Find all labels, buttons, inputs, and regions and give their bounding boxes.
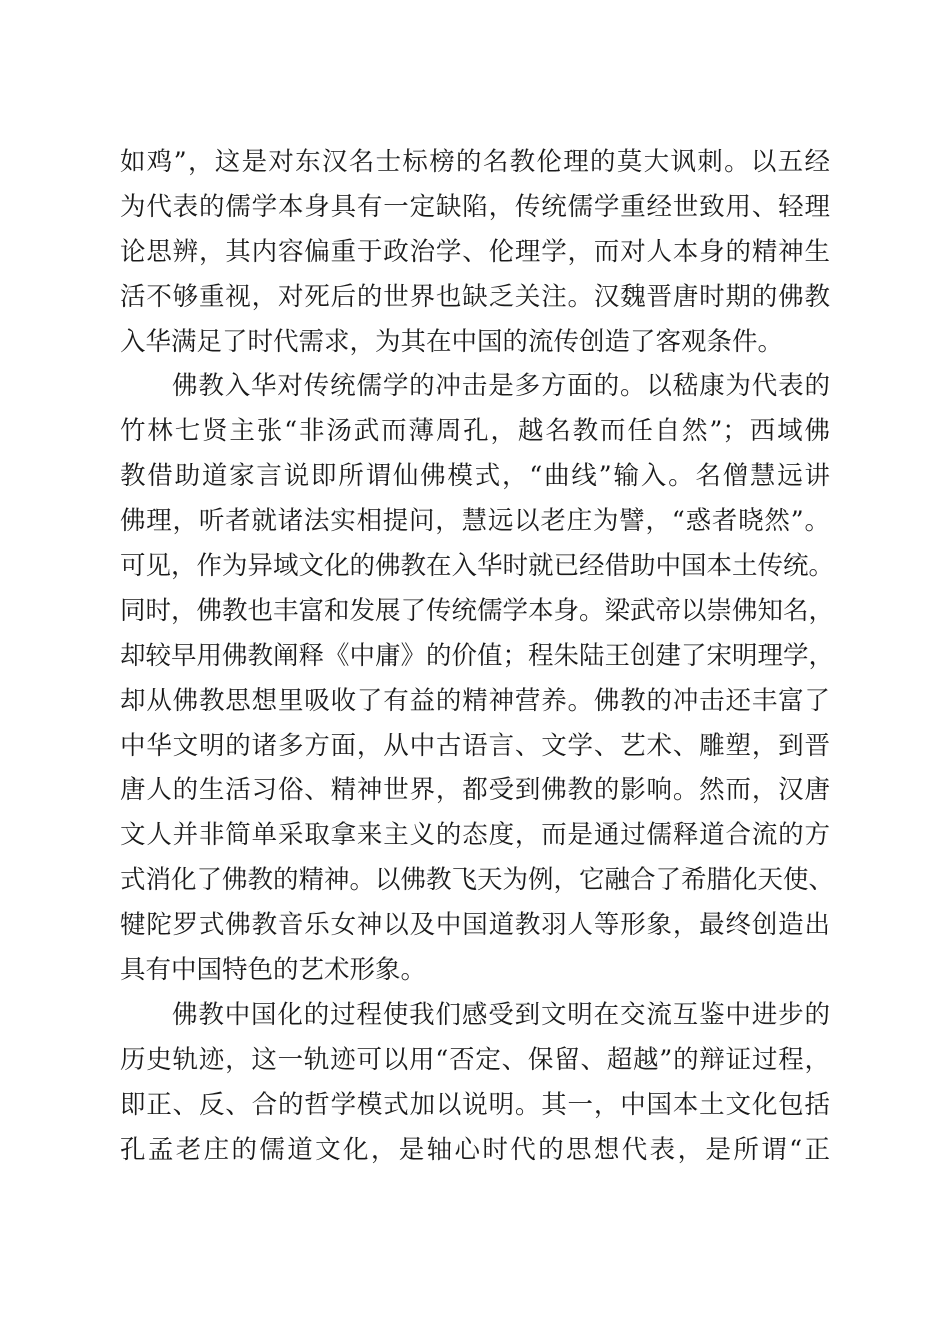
paragraph-3 [120, 993, 830, 1173]
text-line: 唐人的生活习俗、精神世界，都受到佛教的影响。然而，汉唐 [120, 775, 830, 806]
text-line: 活不够重视，对死后的世界也缺乏关注。汉魏晋唐时期的佛教 [120, 281, 830, 312]
text-line: 佛理，听者就诸法实相提问，慧远以老庄为譬，“惑者晓然”。 [120, 506, 830, 537]
text-line: 论思辨，其内容偏重于政治学、伦理学，而对人本身的精神生 [120, 236, 830, 267]
text-line: 佛教中国化的过程使我们感受到文明在交流互鉴中进步的 [172, 999, 830, 1030]
paragraph-2 [120, 364, 835, 992]
text-line: 如鸡”，这是对东汉名士标榜的名教伦理的莫大讽刺。以五经 [120, 147, 830, 177]
text-line: 孔孟老庄的儒道文化，是轴心时代的思想代表，是所谓“正 [120, 1134, 830, 1165]
text-line: 历史轨迹，这一轨迹可以用“否定、保留、超越”的辩证过程， [120, 1044, 830, 1075]
text-line: 具有中国特色的艺术形象。 [120, 955, 427, 986]
text-line: 佛教入华对传统儒学的冲击是多方面的。以嵇康为代表的 [172, 371, 830, 402]
text-line: 即正、反、合的哲学模式加以说明。其一，中国本土文化包括 [120, 1089, 830, 1120]
text-line: 可见，作为异域文化的佛教在入华时就已经借助中国本土传统。 [120, 551, 835, 582]
document-page [120, 140, 835, 1172]
text-line: 同时，佛教也丰富和发展了传统儒学本身。梁武帝以崇佛知名， [120, 595, 835, 626]
text-line: 教借助道家言说即所谓仙佛模式，“曲线”输入。名僧慧远讲 [120, 461, 830, 492]
text-line: 式消化了佛教的精神。以佛教飞天为例，它融合了希腊化天使、 [120, 865, 835, 896]
text-line: 为代表的儒学本身具有一定缺陷，传统儒学重经世致用、轻理 [120, 191, 830, 222]
text-line: 却从佛教思想里吸收了有益的精神营养。佛教的冲击还丰富了 [120, 685, 830, 716]
text-line: 中华文明的诸多方面，从中古语言、文学、艺术、雕塑，到晋 [120, 730, 830, 761]
text-line: 文人并非简单采取拿来主义的态度，而是通过儒释道合流的方 [120, 820, 830, 851]
text-line: 入华满足了时代需求，为其在中国的流传创造了客观条件。 [120, 326, 784, 357]
text-line: 竹林七贤主张“非汤武而薄周孔，越名教而任自然”；西域佛 [120, 416, 830, 447]
text-line: 犍陀罗式佛教音乐女神以及中国道教羽人等形象，最终创造出 [120, 910, 830, 941]
text-line: 却较早用佛教阐释《中庸》的价值；程朱陆王创建了宋明理学， [120, 640, 835, 671]
paragraph-1 [120, 140, 830, 364]
